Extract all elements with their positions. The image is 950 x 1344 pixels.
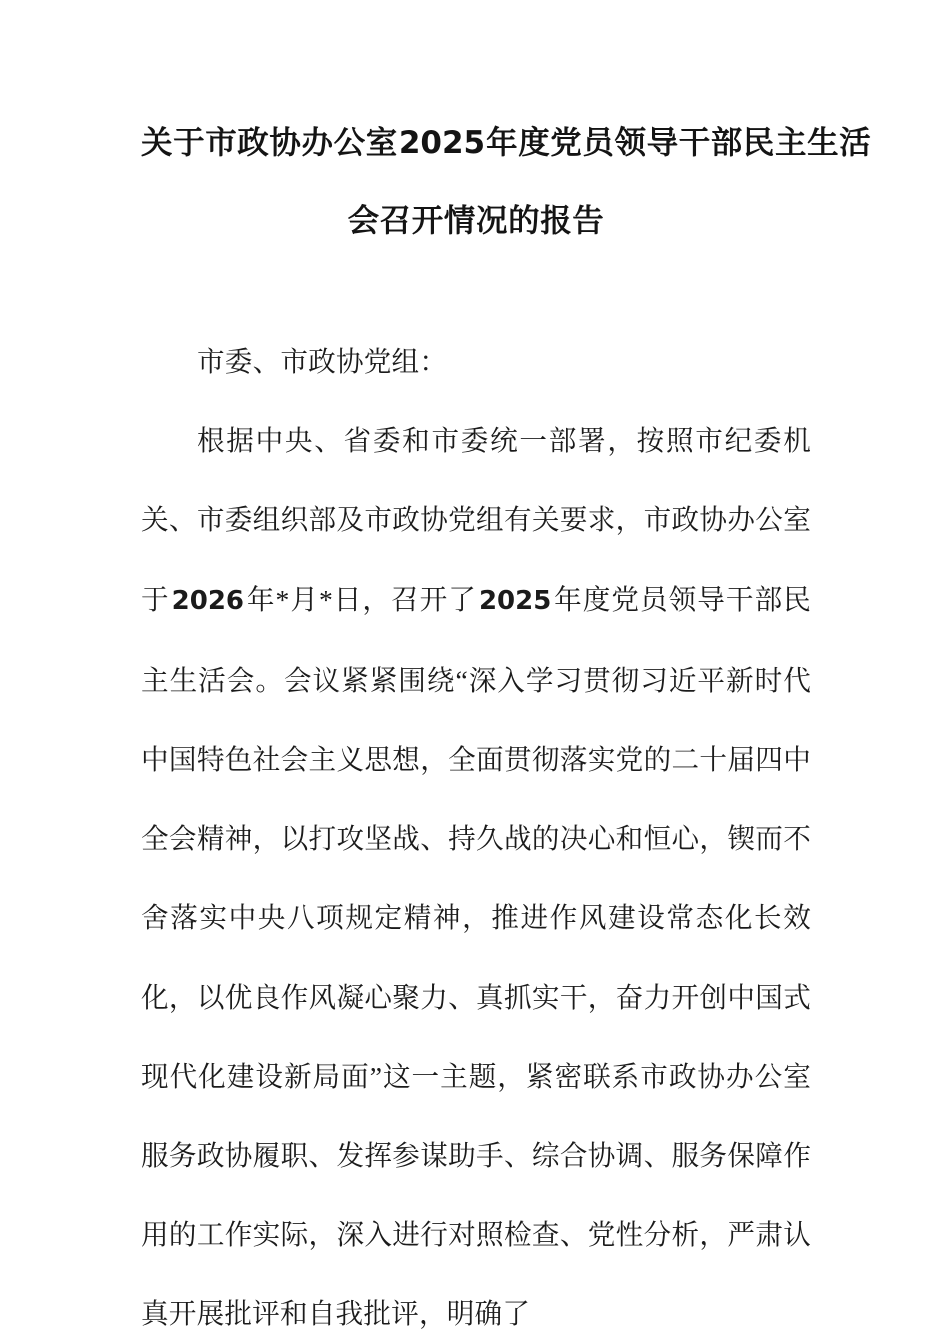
- document-content-column: [141, 0, 872, 1344]
- body-paragraph-1-year-1: 2026: [171, 585, 245, 616]
- body-paragraph-1-segment-a: 根据中央、省委和市委统一部署，按照市纪委机关、市委组织部及市政协党组有关要求，市政协办公室于: [141, 425, 811, 615]
- page-title-line-2: 会召开情况的报告: [347, 203, 605, 239]
- page-title-line-1-text-a: 关于市政协办公室: [141, 125, 398, 161]
- document-body: [141, 260, 811, 1344]
- body-paragraph-1-segment-c: 年度党员领导干部民主生活会。会议紧紧围绕“深入学习贯彻习近平新时代中国特色社会主义思想，全面贯彻落实党的二十届四中全会精神，以打攻坚战、持久战的决心和恒心，锲而不舍落实中央八项规定精神，推进作风建设常态化长效化，以优良作风凝心聚力、真抓实干，奋力开创中国式现代化建设新局面”这一主题，紧密联系市政协办公室服务政协履职、发挥参谋助手、综合协调、服务保障作用的工作实际，深入进行对照检查、党性分析，严肃认真开展批评和自我批评，明确了: [141, 583, 811, 1330]
- body-paragraph-1-year-2: 2025: [478, 585, 552, 616]
- body-paragraph-1: [141, 401, 811, 1344]
- salutation-line: 市委、市政协党组：: [197, 346, 448, 377]
- page-title: [141, 0, 872, 260]
- page-title-line-1: [141, 104, 872, 182]
- body-paragraph-1-segment-b: 年*月*日，召开了: [246, 583, 477, 615]
- page-title-line-1-text-b: 年度党员领导干部民主生活: [486, 125, 872, 161]
- page-title-year: 2025: [398, 125, 486, 161]
